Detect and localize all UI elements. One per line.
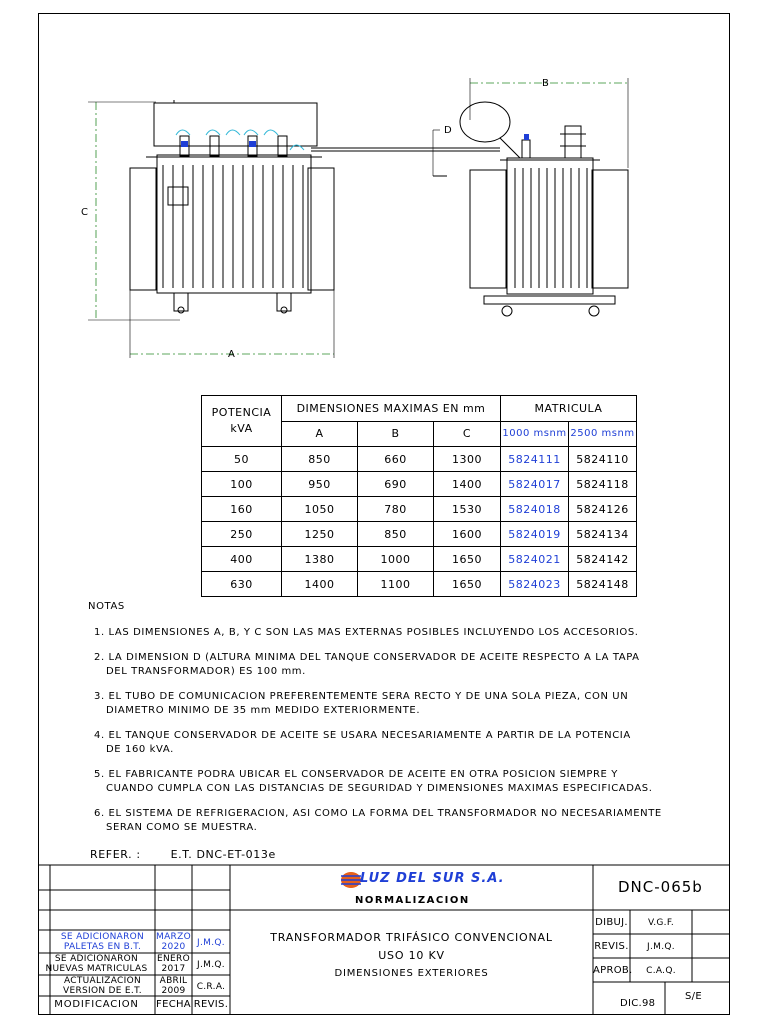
cell-m1000: 5824021 <box>501 547 569 572</box>
cell-c: 1400 <box>434 472 501 497</box>
note-item: 2. LA DIMENSION D (ALTURA MINIMA DEL TANQUE CONSERVADOR DE ACEITE RESPECTO A LA TAPA DEL TRANSFORMADOR) ES 100 mm. <box>94 652 640 677</box>
cell-m1000: 5824023 <box>501 572 569 597</box>
cell-kva: 160 <box>202 497 282 522</box>
scale-value: S/E <box>685 991 702 1002</box>
table-row <box>202 497 637 522</box>
header-b: B <box>358 421 434 447</box>
col-fecha: FECHA <box>156 999 191 1010</box>
dibuj-value: V.G.F. <box>647 918 675 928</box>
cell-b: 1000 <box>358 547 434 572</box>
cell-b: 690 <box>358 472 434 497</box>
conservator-tank-front <box>154 103 317 146</box>
cell-m2500: 5824126 <box>569 497 637 522</box>
dimensions-table <box>201 395 637 597</box>
cell-m2500: 5824142 <box>569 547 637 572</box>
cell-c: 1650 <box>434 572 501 597</box>
cell-a: 1400 <box>282 572 358 597</box>
mod-rev-3: C.R.A. <box>196 982 226 992</box>
cell-c: 1530 <box>434 497 501 522</box>
title-line-1: TRANSFORMADOR TRIFÁSICO CONVENCIONAL <box>270 931 553 944</box>
header-dimensiones: DIMENSIONES MAXIMAS EN mm <box>282 396 501 422</box>
department: NORMALIZACION <box>355 895 470 906</box>
header-1000-msnm: 1000 msnm <box>501 421 569 447</box>
aprob-value: C.A.Q. <box>646 966 676 976</box>
notes-section <box>88 600 688 846</box>
table-row <box>202 547 637 572</box>
cell-a: 1250 <box>282 522 358 547</box>
cell-kva: 250 <box>202 522 282 547</box>
mod-date-3: ABRIL 2009 <box>159 976 188 996</box>
note-item: 4. EL TANQUE CONSERVADOR DE ACEITE SE USARA NECESARIAMENTE A PARTIR DE LA POTENCIA DE 160 kVA. <box>94 730 631 755</box>
cell-m2500: 5824134 <box>569 522 637 547</box>
mod-rev-1: J.M.Q. <box>197 938 225 948</box>
cell-b: 660 <box>358 447 434 472</box>
header-a: A <box>282 421 358 447</box>
header-2500-msnm: 2500 msnm <box>569 421 637 447</box>
mod-date-2: ENERO 2017 <box>157 954 190 974</box>
col-revis: REVIS. <box>193 999 229 1010</box>
cell-c: 1300 <box>434 447 501 472</box>
cell-a: 950 <box>282 472 358 497</box>
cell-b: 1100 <box>358 572 434 597</box>
cell-m1000: 5824018 <box>501 497 569 522</box>
col-modificacion: MODIFICACION <box>54 999 139 1010</box>
dim-label-b: B <box>542 78 549 89</box>
dim-label-a: A <box>228 349 235 360</box>
date-value: DIC.98 <box>620 998 656 1009</box>
mod-row-3: ACTUALIZACION VERSION DE E.T. <box>63 976 142 996</box>
cell-m2500: 5824148 <box>569 572 637 597</box>
table-row <box>202 472 637 497</box>
refer-value: E.T. DNC-ET-013e <box>170 848 276 861</box>
cell-m1000: 5824019 <box>501 522 569 547</box>
table-row <box>202 447 637 472</box>
mod-date-1: MARZO 2020 <box>156 932 191 952</box>
cell-kva: 630 <box>202 572 282 597</box>
note-item: 6. EL SISTEMA DE REFRIGERACION, ASI COMO LA FORMA DEL TRANSFORMADOR NO NECESARIAMENTE SERAN COMO SE MUESTRA. <box>94 808 662 833</box>
cell-c: 1650 <box>434 547 501 572</box>
notes-title: NOTAS <box>88 601 125 612</box>
cell-m2500: 5824110 <box>569 447 637 472</box>
cell-kva: 50 <box>202 447 282 472</box>
cell-kva: 100 <box>202 472 282 497</box>
cell-c: 1600 <box>434 522 501 547</box>
cell-a: 1380 <box>282 547 358 572</box>
cell-m1000: 5824111 <box>501 447 569 472</box>
refer-label: REFER. : <box>90 848 141 861</box>
aprob-label: APROB. <box>593 965 633 976</box>
radiator-fins-front <box>163 165 303 288</box>
reference <box>90 848 276 861</box>
title-line-2: USO 10 KV <box>378 949 445 962</box>
dibuj-label: DIBUJ. <box>595 917 628 928</box>
note-item: 1. LAS DIMENSIONES A, B, Y C SON LAS MAS EXTERNAS POSIBLES INCLUYENDO LOS ACCESORIOS. <box>94 627 639 638</box>
cell-kva: 400 <box>202 547 282 572</box>
company-logo-icon <box>341 872 361 888</box>
title-line-3: DIMENSIONES EXTERIORES <box>334 968 489 979</box>
revis-value: J.M.Q. <box>647 942 675 952</box>
note-item: 3. EL TUBO DE COMUNICACION PREFERENTEMENTE SERA RECTO Y DE UNA SOLA PIEZA, CON UN DIAMETRO MINIMO DE 35 mm MEDIDO EXTERIORMENTE. <box>94 691 629 716</box>
cell-m2500: 5824118 <box>569 472 637 497</box>
document-number: DNC-065b <box>618 878 703 896</box>
mod-rev-2: J.M.Q. <box>197 960 225 970</box>
cell-b: 850 <box>358 522 434 547</box>
dim-label-d: D <box>444 125 452 136</box>
cell-m1000: 5824017 <box>501 472 569 497</box>
cell-a: 850 <box>282 447 358 472</box>
mod-row-2: SE ADICIONARON NUEVAS MATRICULAS <box>45 954 148 974</box>
mod-row-1: SE ADICIONARON PALETAS EN B.T. <box>60 932 145 952</box>
company-name: LUZ DEL SUR S.A. <box>360 871 505 886</box>
header-matricula: MATRICULA <box>501 396 637 422</box>
header-potencia: POTENCIA kVA <box>202 396 282 447</box>
dim-label-c: C <box>81 207 88 218</box>
note-item: 5. EL FABRICANTE PODRA UBICAR EL CONSERVADOR DE ACEITE EN OTRA POSICION SIEMPRE Y CUANDO CUMPLA CON LAS DISTANCIAS DE SEGURIDAD Y DIMENSIONES MAXIMAS ESPECIFICADAS. <box>94 769 653 794</box>
revis-label: REVIS. <box>594 941 629 952</box>
table-row <box>202 522 637 547</box>
cell-a: 1050 <box>282 497 358 522</box>
conservator-tank-side <box>460 102 510 142</box>
table-row <box>202 572 637 597</box>
header-c: C <box>434 421 501 447</box>
cell-b: 780 <box>358 497 434 522</box>
